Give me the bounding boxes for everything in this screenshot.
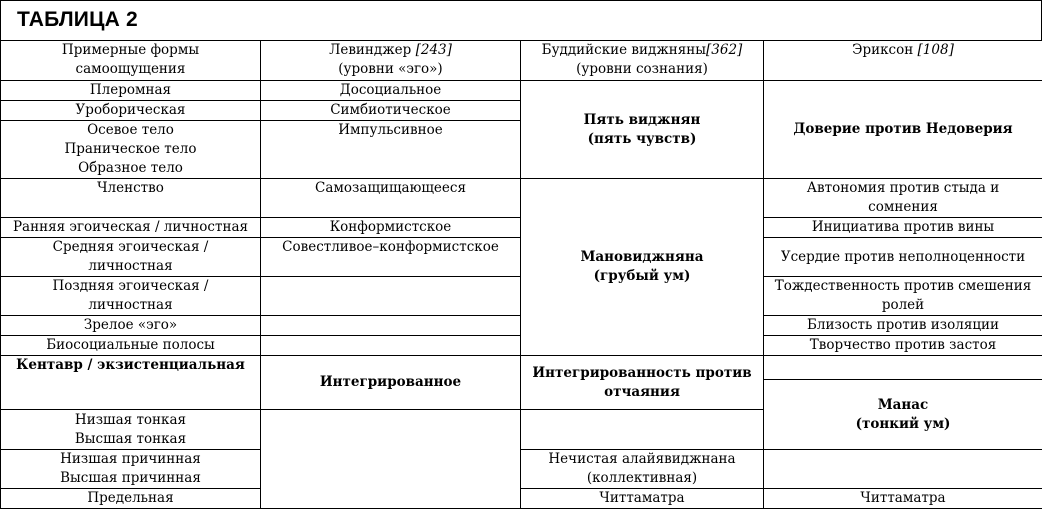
cell-chittamatra: Читтаматра (521, 489, 764, 509)
cell-biosocial-bands: Биосоциальные полосы (1, 336, 261, 356)
cell-centaur: Кентавр / экзистенциальная (1, 356, 261, 410)
cell-integrity: Интегрированность против отчаяния (521, 356, 764, 410)
table-row (1, 489, 1042, 509)
table-row (1, 450, 1042, 489)
cell-conscientious-conformist: Совестливое–конформистское (261, 238, 521, 277)
cell-membership: Членство (1, 179, 261, 218)
cell-empty (764, 450, 1042, 489)
cell-pleromatic: Плеромная (1, 81, 261, 101)
cell-generativity: Творчество против застоя (764, 336, 1042, 356)
cell-early-egoic: Ранняя эгоическая / личностная (1, 218, 261, 238)
cell-industry: Усердие против неполноценности (764, 238, 1042, 277)
table-title-bar (0, 0, 1042, 40)
cell-manas: Манас (тонкий ум) (764, 380, 1042, 450)
cell-middle-egoic: Средняя эгоическая / личностная (1, 238, 261, 277)
header-loevinger: Левинджер [243] (уровни «эго») (261, 41, 521, 81)
cell-body-forms: Осевое тело Праническое тело Образное тело (1, 121, 261, 179)
cell-ultimate: Предельная (1, 489, 261, 509)
cell-autonomy: Автономия против стыда и сомнения (764, 179, 1042, 218)
table-row (1, 356, 1042, 380)
cell-empty (261, 336, 521, 356)
cell-empty (261, 316, 521, 336)
cell-empty (261, 410, 521, 509)
cell-impulsive: Импульсивное (261, 121, 521, 179)
cell-alayavijnana: Нечистая алайявиджнана (коллективная) (521, 450, 764, 489)
cell-manovijnana: Мановиджняна (грубый ум) (521, 179, 764, 356)
cell-integrated: Интегрированное (261, 356, 521, 410)
cell-five-vijnanas: Пять виджнян (пять чувств) (521, 81, 764, 179)
header-erikson: Эриксон [108] (764, 41, 1042, 81)
cell-self-protective: Самозащищающееся (261, 179, 521, 218)
cell-identity: Тождественность против смешения ролей (764, 277, 1042, 316)
cell-subtle: Низшая тонкая Высшая тонкая (1, 410, 261, 450)
cell-uroboric: Уроборическая (1, 101, 261, 121)
header-row (1, 41, 1042, 81)
table-title: ТАБЛИЦА 2 (17, 8, 138, 31)
cell-late-egoic: Поздняя эгоическая / личностная (1, 277, 261, 316)
table-row (1, 81, 1042, 101)
correspondence-table (0, 40, 1042, 509)
header-self-sense: Примерные формы самоощущения (1, 41, 261, 81)
cell-initiative: Инициатива против вины (764, 218, 1042, 238)
table-row (1, 179, 1042, 218)
cell-mature-ego: Зрелое «эго» (1, 316, 261, 336)
cell-trust-vs-mistrust: Доверие против Недоверия (764, 81, 1042, 179)
cell-causal: Низшая причинная Высшая причинная (1, 450, 261, 489)
cell-presocial: Досоциальное (261, 81, 521, 101)
header-buddhist-vijnanas: Буддийские виджняны[362] (уровни сознания) (521, 41, 764, 81)
cell-intimacy: Близость против изоляции (764, 316, 1042, 336)
cell-conformist: Конформистское (261, 218, 521, 238)
cell-empty (261, 277, 521, 316)
cell-chittamatra-erikson: Читтаматра (764, 489, 1042, 509)
cell-symbiotic: Симбиотическое (261, 101, 521, 121)
cell-empty (521, 410, 764, 450)
